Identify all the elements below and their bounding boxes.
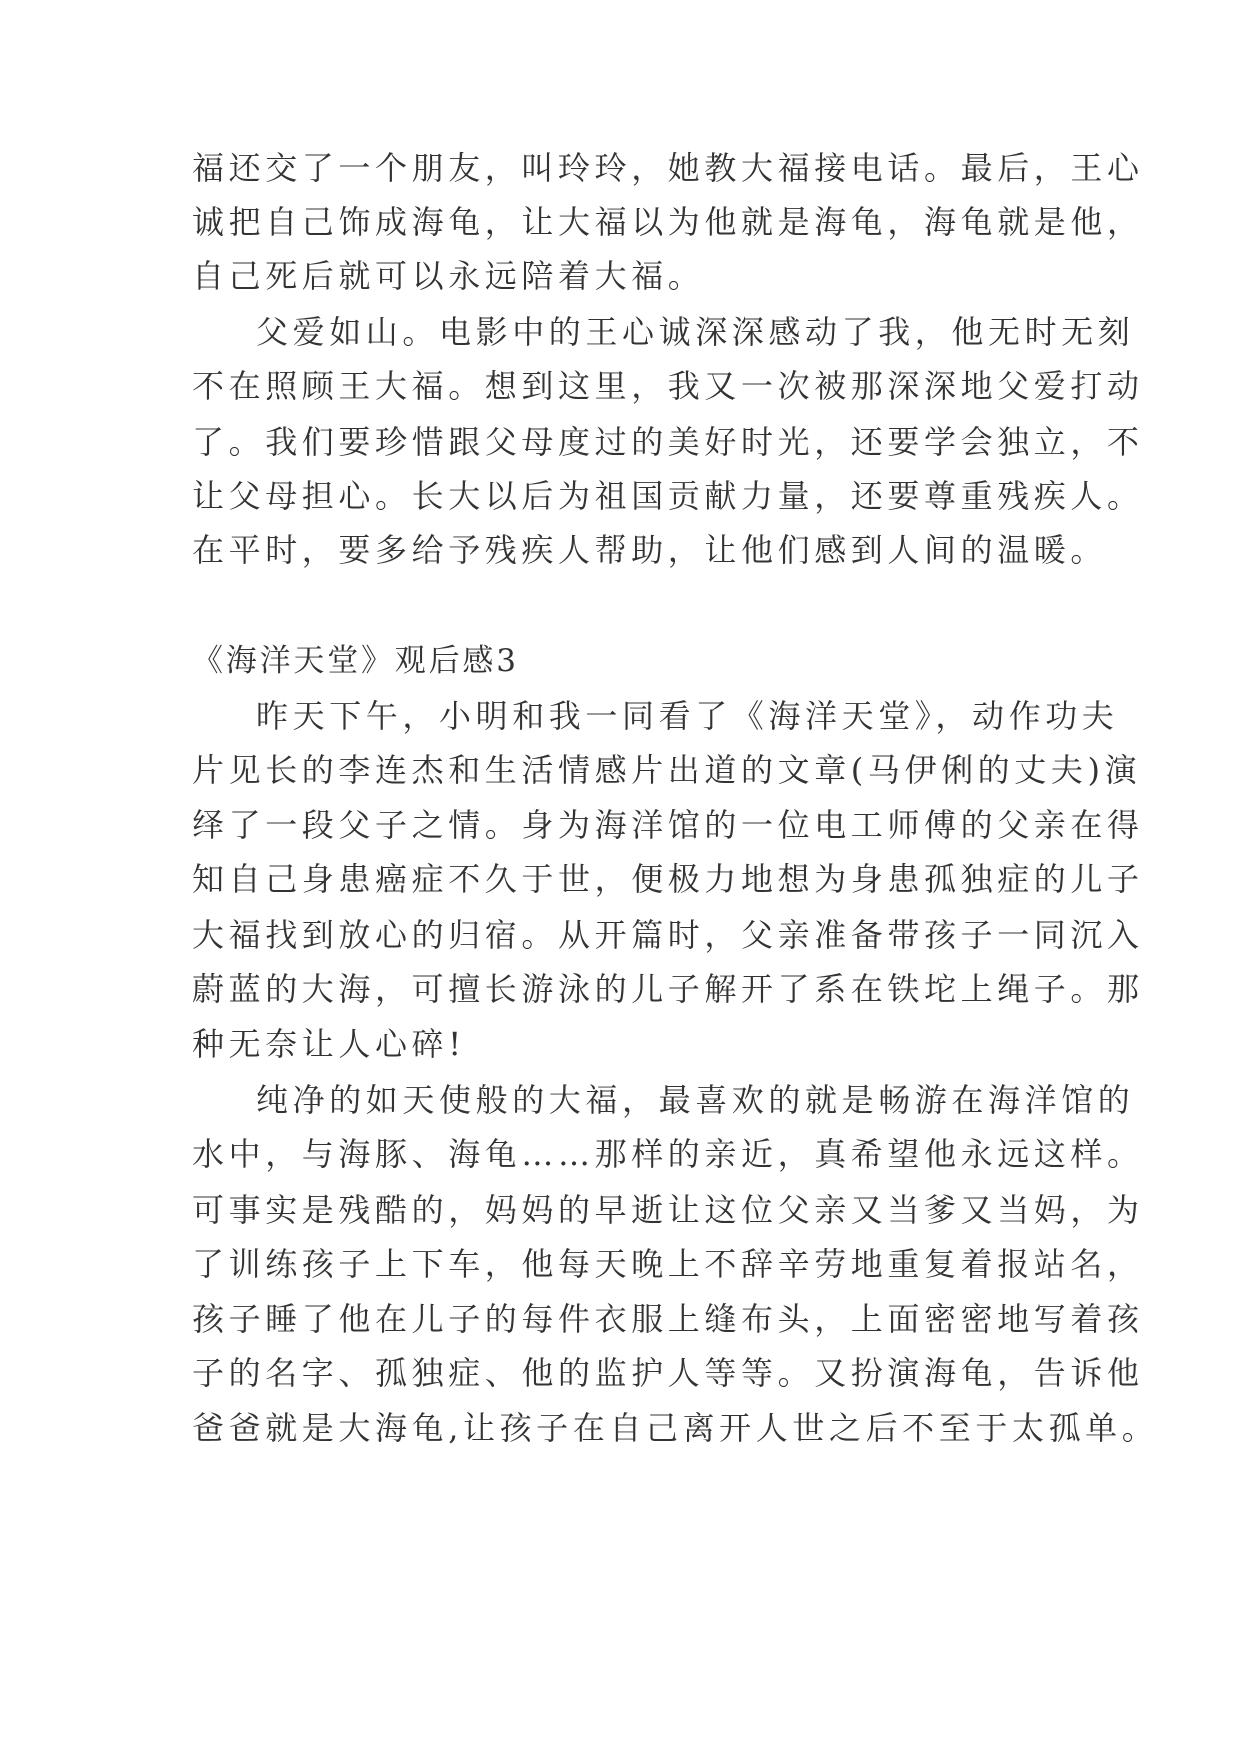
- text-line: 片见长的李连杰和生活情感片出道的文章(马伊俐的丈夫)演: [192, 751, 1142, 789]
- text-line: 父爱如山。电影中的王心诚深深感动了我，他无时无刻: [256, 313, 1135, 351]
- text-line: 水中，与海豚、海龟……那样的亲近，真希望他永远这样。: [192, 1135, 1144, 1173]
- text-line: 在平时，要多给予残疾人帮助，让他们感到人间的温暖。: [192, 531, 1108, 569]
- text-line: 孩子睡了他在儿子的每件衣服上缝布头，上面密密地写着孩: [192, 1300, 1144, 1338]
- text-line: 让父母担心。长大以后为祖国贡献力量，还要尊重残疾人。: [192, 477, 1144, 515]
- text-line: 绎了一段父子之情。身为海洋馆的一位电工师傅的父亲在得: [192, 806, 1144, 844]
- text-line: 可事实是残酷的，妈妈的早逝让这位父亲又当爹又当妈，为: [192, 1191, 1144, 1229]
- text-line: 了训练孩子上下车，他每天晚上不辞辛劳地重复着报站名，: [192, 1245, 1144, 1283]
- text-line: 爸爸就是大海龟,让孩子在自己离开人世之后不至于太孤单。: [192, 1409, 1159, 1447]
- text-line: 不在照顾王大福。想到这里，我又一次被那深深地父爱打动: [192, 367, 1144, 405]
- text-line: 种无奈让人心碎!: [192, 1025, 466, 1063]
- text-line: 子的名字、孤独症、他的监护人等等。又扮演海龟，告诉他: [192, 1354, 1144, 1392]
- text-line: 昨天下午，小明和我一同看了《海洋天堂》，动作功夫: [256, 697, 1119, 735]
- text-line: 大福找到放心的归宿。从开篇时，父亲准备带孩子一同沉入: [192, 916, 1144, 954]
- text-line: 了。我们要珍惜跟父母度过的美好时光，还要学会独立，不: [192, 423, 1144, 461]
- text-line: 自己死后就可以永远陪着大福。: [192, 257, 705, 295]
- text-line: 蔚蓝的大海，可擅长游泳的儿子解开了系在铁坨上绳子。那: [192, 970, 1144, 1008]
- text-line: 纯净的如天使般的大福，最喜欢的就是畅游在海洋馆的: [256, 1081, 1135, 1119]
- text-line: 知自己身患癌症不久于世，便极力地想为身患孤独症的儿子: [192, 860, 1144, 898]
- section-heading: 《海洋天堂》观后感3: [192, 643, 519, 679]
- text-line: 福还交了一个朋友，叫玲玲，她教大福接电话。最后，王心: [192, 149, 1144, 187]
- text-line: 诚把自己饰成海龟，让大福以为他就是海龟，海龟就是他，: [192, 203, 1144, 241]
